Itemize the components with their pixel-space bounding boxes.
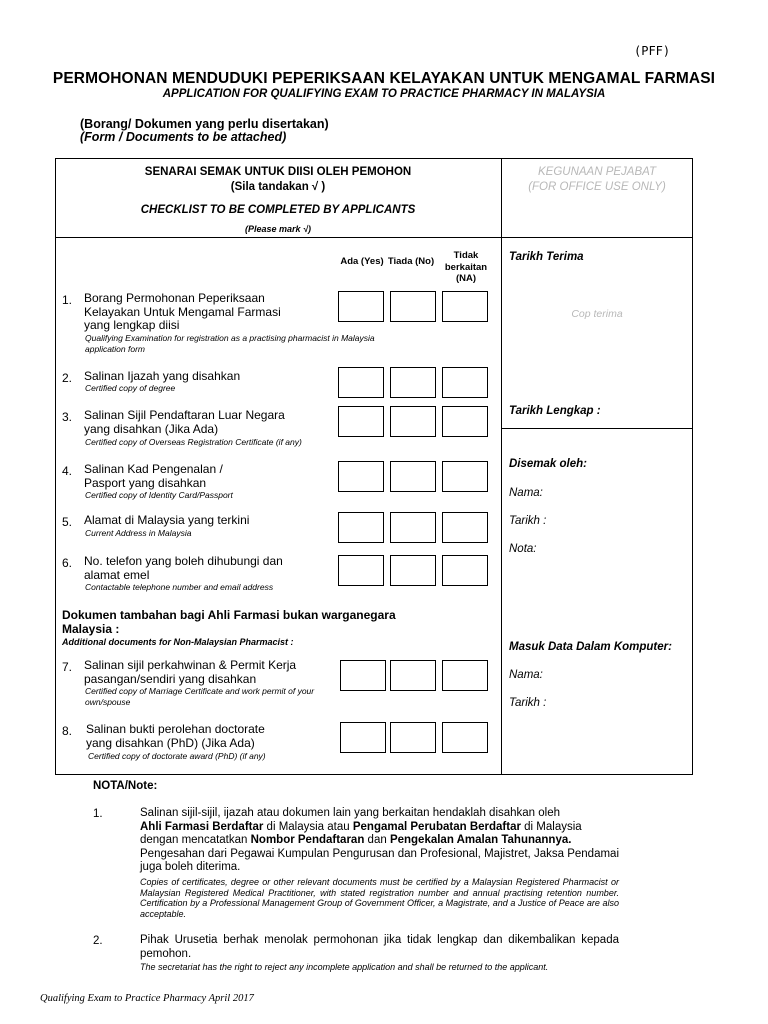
item-4-no-checkbox[interactable]: [390, 461, 436, 492]
item-2-no-checkbox[interactable]: [390, 367, 436, 398]
item-label-my: Alamat di Malaysia yang terkini: [84, 513, 250, 527]
note-1-line-1: Salinan sijil-sijil, ijazah atau dokumen lain yang berkaitan hendaklah disahkan oleh: [140, 807, 561, 819]
item-1-na-checkbox[interactable]: [442, 291, 488, 322]
item-number: 4.: [62, 464, 73, 478]
item-label-my: Borang Permohonan Peperiksaan Kelayakan Untuk Mengamal Farmasi yang lengkap diisi: [84, 291, 281, 332]
item-2-yes-checkbox[interactable]: [338, 367, 384, 398]
item-number: 2.: [62, 371, 73, 385]
documents-heading-en: (Form / Documents to be attached): [80, 130, 287, 144]
item-label-en: Contactable telephone number and email address: [85, 582, 274, 592]
page-title: PERMOHONAN MENDUDUKI PEPERIKSAAN KELAYAKAN UNTUK MENGAMAL FARMASI: [52, 70, 716, 87]
note-1-line-4: Pengesahan dari Pegawai Kumpulan Pengurusan dan Profesional, Majistret, Jaksa Pendamai juga boleh diterima.: [140, 847, 619, 873]
item-label-my: Salinan Kad Pengenalan / Pasport yang disahkan: [84, 462, 223, 490]
item-3-no-checkbox[interactable]: [390, 406, 436, 437]
item-1-yes-checkbox[interactable]: [338, 291, 384, 322]
item-number: 7.: [62, 660, 73, 674]
item-3-na-checkbox[interactable]: [442, 406, 488, 437]
column-no-header: Tiada (No): [387, 256, 435, 267]
item-7-yes-checkbox[interactable]: [340, 660, 386, 691]
note-1-my: [140, 807, 619, 875]
additional-documents-heading-my: Dokumen tambahan bagi Ahli Farmasi bukan warganegara Malaysia :: [62, 608, 396, 636]
item-label-my: Salinan Ijazah yang disahkan: [84, 369, 241, 383]
note-2-en: The secretariat has the right to reject any incomplete application and shall be returned to the applicant.: [140, 962, 549, 972]
checklist-title-my: SENARAI SEMAK UNTUK DIISI OLEH PEMOHON: [144, 166, 412, 178]
receipt-stamp-area: Cop terima: [571, 308, 623, 320]
office-divider: [501, 428, 693, 429]
item-label-en: Certified copy of degree: [85, 383, 176, 393]
item-2-na-checkbox[interactable]: [442, 367, 488, 398]
column-yes-header: Ada (Yes): [340, 256, 384, 267]
item-number: 1.: [62, 293, 73, 307]
item-label-en: Certified copy of Overseas Registration Certificate (if any): [85, 437, 302, 447]
checked-by-note-label: Nota:: [509, 543, 537, 555]
note-number: 2.: [93, 935, 103, 947]
note-1-en: Copies of certificates, degree or other relevant documents must be certified by a Malaysian Registered Pharmacist or Malaysian Registered Medical Practitioner, with stated registration number and annual practising retention number. Certification by a Professional Management Group of Government Officer, a Magistrate, and a Justice of Peace are also acceptable.: [140, 877, 619, 919]
item-8-no-checkbox[interactable]: [390, 722, 436, 753]
item-5-yes-checkbox[interactable]: [338, 512, 384, 543]
page-subtitle: APPLICATION FOR QUALIFYING EXAM TO PRACTICE PHARMACY IN MALAYSIA: [162, 88, 606, 100]
item-8-yes-checkbox[interactable]: [340, 722, 386, 753]
note-1-line-3: dengan mencatatkan Nombor Pendaftaran dan Pengekalan Amalan Tahunannya.: [140, 834, 572, 846]
office-use-title-en: (FOR OFFICE USE ONLY): [528, 181, 666, 193]
item-5-na-checkbox[interactable]: [442, 512, 488, 543]
checked-by-label: Disemak oleh:: [509, 458, 587, 470]
checklist-instruction-my: (Sila tandakan √ ): [230, 181, 326, 193]
checked-by-name-label: Nama:: [509, 487, 543, 499]
checklist-instruction-en: (Please mark √): [245, 224, 311, 234]
item-number: 8.: [62, 724, 73, 738]
note-1-line-2: Ahli Farmasi Berdaftar di Malaysia atau Pengamal Perubatan Berdaftar di Malaysia: [140, 820, 582, 833]
table-divider-header: [55, 237, 693, 238]
item-number: 5.: [62, 515, 73, 529]
item-4-na-checkbox[interactable]: [442, 461, 488, 492]
item-7-na-checkbox[interactable]: [442, 660, 488, 691]
page-footer: Qualifying Exam to Practice Pharmacy April 2017: [40, 993, 254, 1004]
item-6-yes-checkbox[interactable]: [338, 555, 384, 586]
data-entry-name-label: Nama:: [509, 669, 543, 681]
item-number: 6.: [62, 556, 73, 570]
item-6-no-checkbox[interactable]: [390, 555, 436, 586]
complete-date-label: Tarikh Lengkap :: [509, 405, 601, 417]
note-2-my: Pihak Urusetia berhak menolak permohonan jika tidak lengkap dan dikembalikan kepada pemohon.: [140, 934, 619, 960]
documents-heading-my: (Borang/ Dokumen yang perlu disertakan): [80, 117, 329, 131]
item-7-no-checkbox[interactable]: [390, 660, 436, 691]
item-label-my: Salinan Sijil Pendaftaran Luar Negara yang disahkan (Jika Ada): [84, 408, 285, 436]
checklist-title-en: CHECKLIST TO BE COMPLETED BY APPLICANTS: [140, 204, 416, 216]
checked-by-date-label: Tarikh :: [509, 515, 547, 527]
item-label-en: Certified copy of Identity Card/Passport: [85, 490, 233, 500]
item-label-en: Qualifying Examination for registration as a practising pharmacist in Malaysia application form: [85, 333, 375, 354]
data-entry-label: Masuk Data Dalam Komputer:: [509, 641, 672, 653]
item-3-yes-checkbox[interactable]: [338, 406, 384, 437]
item-label-my: No. telefon yang boleh dihubungi dan alamat emel: [84, 554, 283, 582]
item-label-en: Current Address in Malaysia: [85, 528, 192, 538]
item-6-na-checkbox[interactable]: [442, 555, 488, 586]
additional-documents-heading-en: Additional documents for Non-Malaysian Pharmacist :: [62, 637, 294, 647]
item-label-en: Certified copy of doctorate award (PhD) (if any): [88, 751, 266, 761]
received-date-label: Tarikh Terima: [509, 251, 584, 263]
item-label-en: Certified copy of Marriage Certificate and work permit of your own/spouse: [85, 686, 315, 707]
item-1-no-checkbox[interactable]: [390, 291, 436, 322]
form-code: (PFF): [634, 44, 671, 58]
table-divider-vertical: [501, 158, 502, 775]
column-na-header: Tidak berkaitan (NA): [444, 250, 488, 284]
office-use-title-my: KEGUNAAN PEJABAT: [537, 166, 656, 178]
item-4-yes-checkbox[interactable]: [338, 461, 384, 492]
item-number: 3.: [62, 410, 73, 424]
notes-heading: NOTA/Note:: [93, 780, 158, 792]
item-label-my: Salinan bukti perolehan doctorate yang disahkan (PhD) (Jika Ada): [86, 722, 265, 750]
data-entry-date-label: Tarikh :: [509, 697, 547, 709]
item-5-no-checkbox[interactable]: [390, 512, 436, 543]
item-label-my: Salinan sijil perkahwinan & Permit Kerja pasangan/sendiri yang disahkan: [84, 658, 297, 686]
note-number: 1.: [93, 808, 103, 820]
item-8-na-checkbox[interactable]: [442, 722, 488, 753]
